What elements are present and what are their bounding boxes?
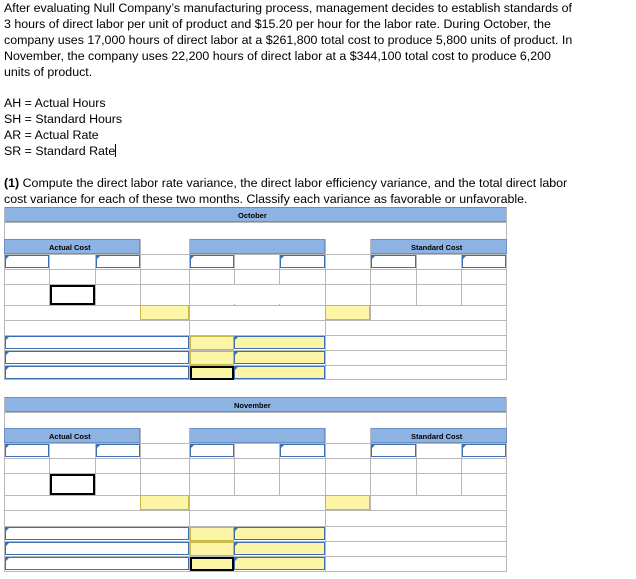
- october-rate-variance-cell[interactable]: [140, 305, 189, 320]
- november-mid-hours-input[interactable]: [190, 444, 234, 457]
- problem-line-3: company uses 17,000 hours of direct labor at a $261,800 total cost to produce 5,800 units of product. In: [4, 33, 573, 47]
- question-line-1: (1) Compute the direct labor rate variance, the direct labor efficiency variance, and the total direct labor: [4, 176, 568, 190]
- november-ah-input[interactable]: [5, 444, 49, 457]
- november-sr-input[interactable]: [462, 444, 506, 457]
- november-header-band: [4, 397, 507, 412]
- october-ah-input[interactable]: [5, 255, 49, 268]
- november-efficiency-variance-amount[interactable]: [190, 542, 234, 556]
- november-actual-cost-band: [4, 428, 140, 443]
- legend-ah: AH = Actual Hours: [4, 96, 106, 110]
- october-total-variance-label-input[interactable]: [5, 366, 189, 379]
- november-mid-band: [189, 428, 325, 443]
- november-rate-variance-amount[interactable]: [190, 527, 234, 541]
- october-actual-cost-band: [4, 239, 140, 254]
- october-rate-variance-amount[interactable]: [190, 336, 234, 350]
- question-line-2: cost variance for each of these two months. Classify each variance as favorable or unfavorable.: [4, 192, 528, 206]
- november-total-variance-amount[interactable]: [190, 557, 234, 571]
- october-total-variance-amount[interactable]: [190, 366, 234, 380]
- november-sh-input[interactable]: [371, 444, 416, 457]
- november-efficiency-variance-type[interactable]: [234, 542, 325, 555]
- november-actual-cost-total[interactable]: [50, 474, 95, 495]
- november-rate-variance-label-input[interactable]: [5, 527, 189, 540]
- november-efficiency-variance-label-input[interactable]: [5, 542, 189, 555]
- october-ar-input[interactable]: [96, 255, 140, 268]
- problem-line-5: units of product.: [4, 65, 93, 79]
- october-title: October: [238, 211, 267, 220]
- october-mid-rate-input[interactable]: [280, 255, 325, 268]
- october-sh-input[interactable]: [371, 255, 416, 268]
- october-actual-cost-total[interactable]: [50, 285, 95, 305]
- november-rate-variance-type[interactable]: [234, 527, 325, 540]
- november-standard-cost-label: Standard Cost: [411, 432, 463, 441]
- october-sr-input[interactable]: [462, 255, 506, 268]
- october-actual-cost-label: Actual Cost: [49, 243, 91, 252]
- october-efficiency-variance-cell[interactable]: [325, 305, 370, 320]
- legend-sr: SR = Standard Rate: [4, 144, 116, 158]
- november-total-variance-label-input[interactable]: [5, 557, 189, 570]
- november-standard-cost-band: [370, 428, 507, 443]
- october-header-band: [4, 207, 507, 222]
- november-total-variance-type[interactable]: [234, 557, 325, 570]
- problem-line-4: November, the company uses 22,200 hours of direct labor at a $344,100 total cost to produce 6,200: [4, 49, 551, 63]
- november-ar-input[interactable]: [96, 444, 140, 457]
- november-actual-cost-label: Actual Cost: [49, 432, 91, 441]
- october-mid-band: [189, 239, 325, 254]
- text-cursor: [115, 144, 116, 157]
- october-standard-cost-label: Standard Cost: [411, 243, 463, 252]
- november-efficiency-variance-cell[interactable]: [325, 495, 370, 510]
- october-rate-variance-type[interactable]: [234, 336, 325, 349]
- october-standard-cost-band: [370, 239, 507, 254]
- problem-line-2: 3 hours of direct labor per unit of product and $15.20 per hour for the labor rate. During October, the: [4, 17, 551, 31]
- legend-ar: AR = Actual Rate: [4, 128, 99, 142]
- october-total-variance-type[interactable]: [234, 366, 325, 379]
- november-rate-variance-cell[interactable]: [140, 495, 189, 510]
- october-efficiency-variance-amount[interactable]: [190, 351, 234, 365]
- november-mid-rate-input[interactable]: [280, 444, 325, 457]
- october-mid-hours-input[interactable]: [190, 255, 234, 268]
- october-efficiency-variance-type[interactable]: [234, 351, 325, 364]
- october-efficiency-variance-label-input[interactable]: [5, 351, 189, 364]
- legend-sh: SH = Standard Hours: [4, 112, 123, 126]
- question-number: (1): [4, 176, 20, 190]
- november-title: November: [234, 401, 271, 410]
- october-rate-variance-label-input[interactable]: [5, 336, 189, 349]
- problem-line-1: After evaluating Null Company’s manufacturing process, management decides to establish standards of: [4, 1, 572, 15]
